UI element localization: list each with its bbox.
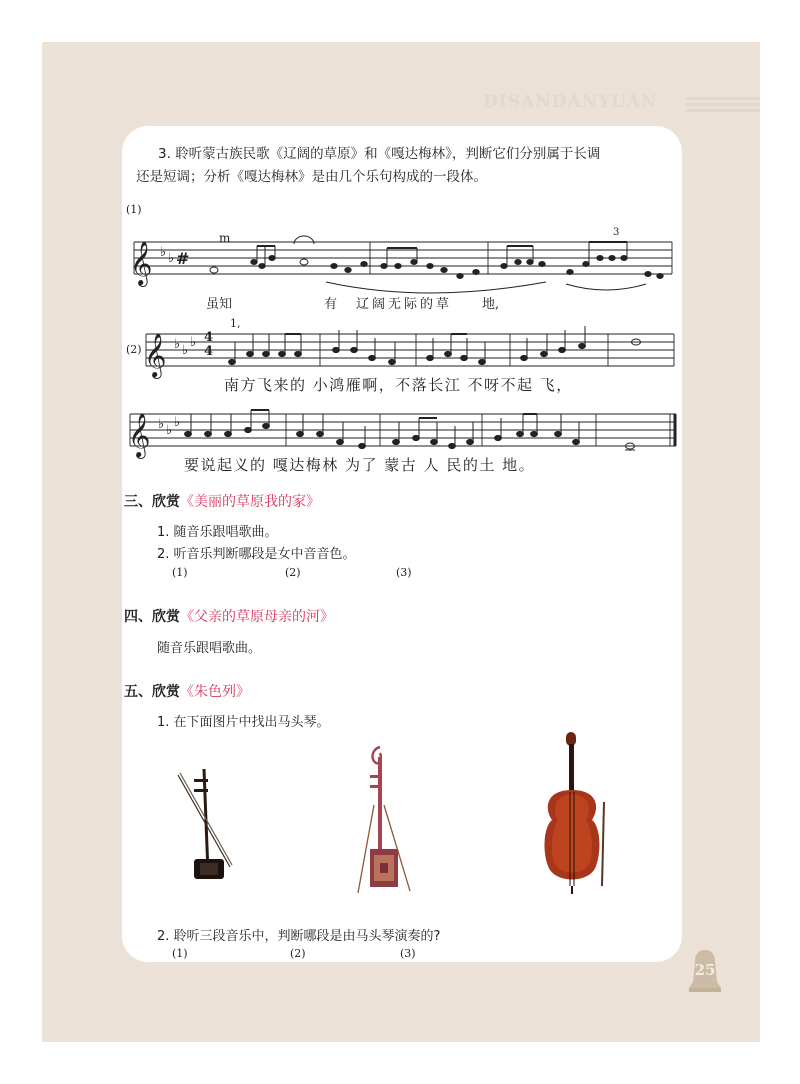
svg-text:#: # (176, 249, 190, 268)
section-3-number: 三、欣赏 (124, 494, 180, 510)
section-5-title: 《朱色列》 (180, 684, 250, 700)
svg-text:𝄞: 𝄞 (130, 241, 153, 285)
section-5-choice-2: (2) (290, 947, 306, 960)
staff-2 (146, 332, 676, 376)
page-number: 25 (694, 961, 716, 979)
section-3-choice-1: (1) (172, 566, 188, 579)
section-5-choice-3: (3) (400, 947, 416, 960)
score-label-1: (1) (126, 203, 142, 216)
ornament-mark: m (219, 231, 231, 245)
series-header: DISANDANYUAN (483, 92, 658, 112)
score-label-2: (2) (126, 343, 142, 356)
svg-text:𝄞: 𝄞 (144, 333, 167, 377)
lyric-3: 要说起义的 嘎达梅林 为了 蒙古 人 民的土 地。 (184, 456, 536, 474)
morin-khuur-icon (350, 745, 420, 895)
question-3 (136, 143, 676, 189)
section-4-item-1: 随音乐跟唱歌曲。 (157, 641, 262, 656)
question-3-line1: 3. 聆听蒙古族民歌《辽阔的草原》和《嘎达梅林》，判断它们分别属于长调 (158, 146, 601, 162)
svg-text:♭: ♭ (174, 415, 181, 430)
section-3-title: 《美丽的草原我的家》 (180, 494, 320, 510)
triplet-mark: 3 (613, 227, 620, 238)
section-5-heading (124, 681, 250, 701)
svg-text:♭: ♭ (174, 337, 181, 352)
svg-text:♭: ♭ (168, 251, 175, 266)
section-5-item-1: 1. 在下面图片中找出马头琴。 (157, 715, 330, 730)
question-3-line2: 还是短调；分析《嘎达梅林》是由几个乐句构成的一段体。 (136, 169, 487, 185)
lyric-1a: 虽知 (206, 297, 233, 312)
erhu-icon (176, 765, 242, 885)
svg-text:♭: ♭ (182, 343, 189, 358)
staff-3 (130, 412, 680, 456)
section-3-choice-2: (2) (285, 566, 301, 579)
svg-text:♭: ♭ (160, 245, 167, 260)
section-4-number: 四、欣赏 (124, 609, 180, 625)
section-4-title: 《父亲的草原母亲的河》 (180, 609, 334, 625)
svg-text:♭: ♭ (158, 417, 165, 432)
time-signature-bottom: 4 (204, 344, 214, 359)
lyric-1b: 有 (324, 297, 338, 312)
section-5-item-2: 2. 聆听三段音乐中，判断哪段是由马头琴演奏的? (157, 929, 441, 944)
section-3-item-2: 2. 听音乐判断哪段是女中音音色。 (157, 547, 356, 562)
lyric-1c: 辽阔无际的草 (356, 297, 453, 312)
section-3-choice-3: (3) (396, 566, 412, 579)
svg-text:♭: ♭ (166, 423, 173, 438)
section-4-heading (124, 606, 334, 626)
svg-text:♭: ♭ (190, 335, 197, 350)
header-decoration (686, 97, 760, 115)
breath-mark: 1, (230, 317, 241, 330)
section-3-item-1: 1. 随音乐跟唱歌曲。 (157, 525, 278, 540)
time-signature-top: 4 (204, 330, 214, 345)
section-5-choice-1: (1) (172, 947, 188, 960)
svg-text:𝄞: 𝄞 (128, 413, 151, 457)
cello-icon (532, 730, 616, 896)
section-3-heading (124, 491, 320, 511)
lyric-2: 南方飞来的 小鸿雁啊，不落长江 不呀不起 飞， (224, 376, 573, 394)
lyric-1d: 地, (482, 297, 500, 312)
section-5-number: 五、欣赏 (124, 684, 180, 700)
